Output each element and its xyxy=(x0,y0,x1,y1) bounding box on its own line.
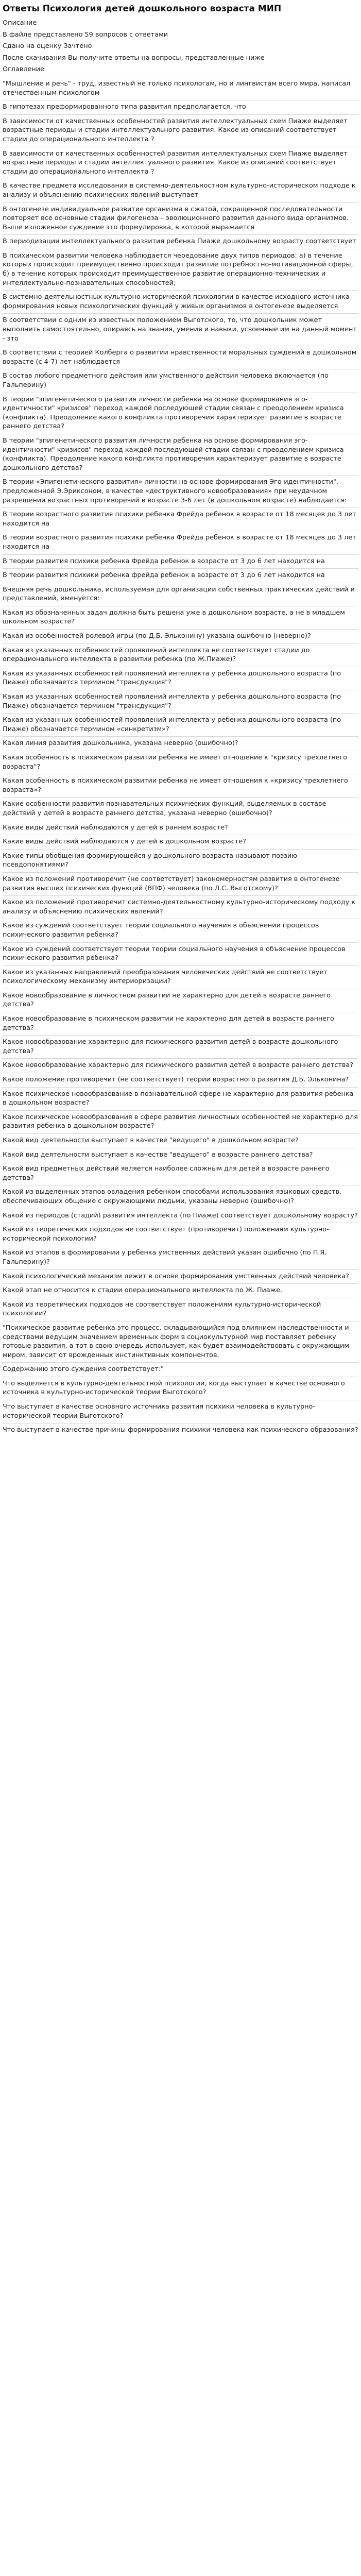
question-item: "Психическое развитие ребенка это процесс, складывающийся под влиянием наследственности и средствами ведущим значением временных форм в социокультурной мир поставляет ребенку готовые развития, а тот в свою очередь использует, как будет взаимодействовать с окружающим миром, зависит от врожденных инстинктивных компонентов. xyxy=(3,1321,358,1362)
question-item: Какой из выделенных этапов овладения ребенком способами использования языковых средств, обеспечивающих общение с окружающими людьми, указаны неверно (ошибочно)? xyxy=(3,1185,358,1208)
page-title: Ответы Психология детей дошкольного возраста МИП xyxy=(3,4,282,14)
question-list xyxy=(3,77,358,1437)
question-item: В психическом развитии человека наблюдается чередование двух типов периодов: а) в течение которых происходит преимущественно происходит развитие потребностно-мотивационной сферы, б) в течение которых происходит преимущественное развитие операционно-технических и интеллектуально-познавательных способностей; xyxy=(3,249,358,290)
question-item: Какая из указанных особенностей проявлений интеллекта у ребенка дошкольного возраста (по Пиаже) обозначается термином "трансдукция"? xyxy=(3,667,358,690)
question-item: В теории возрастного развития психики ребенка Фрейда ребенок в возрасте от 18 месяцев до 3 лет находится на xyxy=(3,531,358,554)
question-item: Какие виды действий наблюдаются у детей в дошкольном возрасте? xyxy=(3,835,358,849)
question-item: Какой вид деятельности выступает в качестве "ведущего" в дошкольном возрасте? xyxy=(3,1133,358,1148)
question-item: Что выступает в качестве основного источника развития психики человека в культурно-исторической теории Выготского? xyxy=(3,1400,358,1423)
question-item: В теории возрастного развития психики ребенка Фрейда ребенок в возрасте от 18 месяцев до 3 лет находится на xyxy=(3,507,358,531)
question-item: В зависимости от качественных особенностей развития интеллектуальных схем Пиаже выделяет возрастные периоды и стадии интеллектуального развития. Какое из описаний соответствует стадии до операционального интеллекта ? xyxy=(3,147,358,179)
question-item: В гипотезах преформированного типа развития предполагается, что xyxy=(3,100,358,114)
question-item: В системно-деятельностных культурно-исторической психологии в качестве исходного источника формирования новых психологических функций у живых организмов в онтогенезе выделяется xyxy=(3,290,358,313)
question-item: Какое из положений противоречит системно-деятельностному культурно-историческому подходу к анализу и объяснению психических явлений? xyxy=(3,895,358,919)
question-item: Какое положение противоречит (не соответствует) теории возрастного развития Д.Б. Эльконина? xyxy=(3,1073,358,1087)
question-item: В соответствии с теорией Колберга о развитии нравственности моральных суждений в дошкольном возрасте (с 4-7) лет наблюдается xyxy=(3,346,358,369)
question-item: Что выступает в качестве причины формирования психики человека как психического образования? xyxy=(3,1423,358,1437)
question-item: В соответствии с одним из известных положением Выготского, то, что дошкольник может выполнить самостоятельно, опираясь на знания, умения и навыки, усвоенные им на данный момент - это xyxy=(3,313,358,346)
question-item: В теории «Эпигенетического развития» личности на основе формирования Эго-идентичности", предложенной Э.Эриксоном, в качестве «деструктивного новообразования» при неудачном разрешении возрастных противоречий в возрасте 3-6 лет (в дошкольном возрасте) наблюдается: xyxy=(3,475,358,507)
question-item: Какая из указанных особенностей проявлений интеллекта у ребенка дошкольного возраста (по Пиаже) обозначается термином "трансдукция"? xyxy=(3,690,358,713)
question-item: Какое новообразование характерно для психического развития детей в возрасте дошкольного детства? xyxy=(3,1035,358,1058)
question-item: Какая особенность в психическом развитии ребенка не имеет отношения к «кризису трехлетнего возраста»? xyxy=(3,774,358,797)
question-item: Какое психическое новообразование в познавательной сфере не характерно для развития ребенка в дошкольном возрасте? xyxy=(3,1087,358,1110)
intro-line: Описание xyxy=(3,19,37,27)
intro-line: В файле представлено 59 вопросов с ответами xyxy=(3,30,168,39)
question-item: В онтогенезе индивидуальное развитие организма в сжатой, сокращенной последовательности повторяет все основные стадии филогенеза – эволюционного развития данного вида организмов. Выше изложенное суждение это формулировка, в которой выражается xyxy=(3,202,358,235)
question-item: В теории развития психики ребенка фрейда ребенок в возрасте от 3 до 6 лет находится на xyxy=(3,568,358,583)
question-item: Какой из теоретических подходов не соответствует положениям культурно-исторической психологии? xyxy=(3,1298,358,1321)
question-item: Какой из теоретических подходов не соответствует (противоречит) положениям культурно-исторической психологии? xyxy=(3,1223,358,1246)
intro-line: Оглавление xyxy=(3,65,44,74)
question-item: Какое из суждений соответствует теории теории социального научения в объяснение процессов психического развития ребенка? xyxy=(3,942,358,965)
question-item: В качестве предмета исследования в системно-деятельностном культурно-историческом подходе к анализу и объяснению психических явлений выступает xyxy=(3,179,358,202)
question-item: Какое из суждений соответствует теории социального научения в объяснении процессов психического развития ребенка? xyxy=(3,919,358,942)
question-item: Какая особенность в психическом развитии ребенка не имеет отношение к "кризису трехлетнего возраста"? xyxy=(3,751,358,774)
question-item: Какая из особенностей ролевой игры (по Д.Б. Эльконину) указана ошибочно (неверно)? xyxy=(3,629,358,643)
question-item: В теории развития психики ребенка Фрейда ребенок в возрасте от 3 до 6 лет находится на xyxy=(3,554,358,569)
question-item: Какая линия развития дошкольника, указана неверно (ошибочно)? xyxy=(3,736,358,751)
question-item: Какая из обозначенных задач должна быть решена уже в дошкольном возрасте, а не в младшем школьном возрасте? xyxy=(3,606,358,629)
question-item: Какое из указанных направлений преобразования человеческих действий не соответствует психологическому механизму интериоризации? xyxy=(3,965,358,989)
question-item: "Мышление и речь" - труд, известный не только психологам, но и лингвистам всего мира, написал отечественным психологом xyxy=(3,77,358,100)
question-item: В периодизации интеллектуального развития ребенка Пиаже дошкольному возрасту соответствует xyxy=(3,234,358,249)
question-item: Какой из этапов в формировании у ребенка умственных действий указан ошибочно (по П.Я. Гальперину)? xyxy=(3,1246,358,1269)
question-item: Какие типы обобщения формирующейся у дошкольного возраста называют поэзию псевдопонятиями? xyxy=(3,849,358,872)
question-item: В теории "эпигенетического развития личности ребенка на основе формирования эго-идентичности" кризисов" переход каждой последующей стадии связан с преодолением кризиса (конфликта). Преодоление какого конфликта противоречия характеризует развитие в возрасте раннего детства? xyxy=(3,393,358,434)
question-item: Какая из указанных особенностей проявлений интеллекта не соответствует стадии до операционального интеллекта в развитии ребенка (по Ж.Пиаже)? xyxy=(3,643,358,667)
question-item: Какое из положений противоречит (не соответствует) закономерностям развития в онтогенезе развития высших психических функций (ВПФ) человека (по Л.С. Выготскому)? xyxy=(3,872,358,895)
question-item: Какое психическое новообразования в сфере развития личностных особенностей не характерно для развития ребенка в дошкольном возрасте? xyxy=(3,1110,358,1133)
question-item: Какая из указанных особенностей проявлений интеллекта у ребенка дошкольного возраста (по Пиаже) обозначается термином «синкретизм»? xyxy=(3,713,358,736)
document-intro xyxy=(3,19,358,74)
question-item: Какой вид предметных действий является наиболее сложным для детей в возрасте раннего детства? xyxy=(3,1162,358,1185)
question-item: Внешняя речь дошкольника, используемая для организации собственных практических действий и представлений, именуется: xyxy=(3,583,358,606)
intro-line: После скачивания Вы получите ответы на вопросы, представленные ниже xyxy=(3,54,265,62)
question-item: Какой из периодов (стадий) развития интеллекта (по Пиаже) соответствует дошкольному возрасту? xyxy=(3,1209,358,1223)
question-item: В зависимости от качественных особенностей развития интеллектуальных схем Пиаже выделяет возрастные периоды и стадии интеллектуального развития. Какое из описаний соответствует стадии до операционального интеллекта ? xyxy=(3,114,358,147)
question-item: Какой вид деятельности выступает в качестве "ведущего" в возрасте раннего детства? xyxy=(3,1148,358,1162)
question-item: В состав любого предметного действия или умственного действия человека включается (по Гальперину) xyxy=(3,369,358,392)
intro-line: Сдано на оценку Зачтено xyxy=(3,42,92,50)
question-item: Какое новообразование в личностном развитии не характерно для детей в возрасте раннего детства? xyxy=(3,989,358,1012)
question-item: В теории "эпигенетического развития личности ребенка на основе формирования эго-идентичности" кризисов" переход каждой последующей стадии связан с преодолением кризиса (конфликта). Преодоление какого конфликта противоречия характеризует развитие в возрасте дошкольного детства? xyxy=(3,434,358,475)
question-item: Какой этап не относится к стадии операционального интеллекта по Ж. Пиаже. xyxy=(3,1283,358,1298)
question-item: Какие особенности развития познавательных психических функций, выделяемых в составе действий у детей в возрасте раннего детства, указана неверно (ошибочно)? xyxy=(3,797,358,820)
question-item: Какой психологический механизм лежит в основе формирования умственных действий человека? xyxy=(3,1269,358,1284)
question-item: Какие виды действий наблюдаются у детей в раннем возрасте? xyxy=(3,821,358,835)
question-item: Содержанию этого суждения соответствует:" xyxy=(3,1362,358,1377)
question-item: Какое новообразование в психическом развитии не характерно для детей в возрасте раннего детства? xyxy=(3,1012,358,1035)
question-item: Что выделяется в культурно-деятельностной психологии, когда выступает в качестве основного источника в культурно-исторической теории Выготского? xyxy=(3,1377,358,1400)
question-item: Какое новообразование характерно для психического развития детей в возрасте раннего детства? xyxy=(3,1058,358,1073)
